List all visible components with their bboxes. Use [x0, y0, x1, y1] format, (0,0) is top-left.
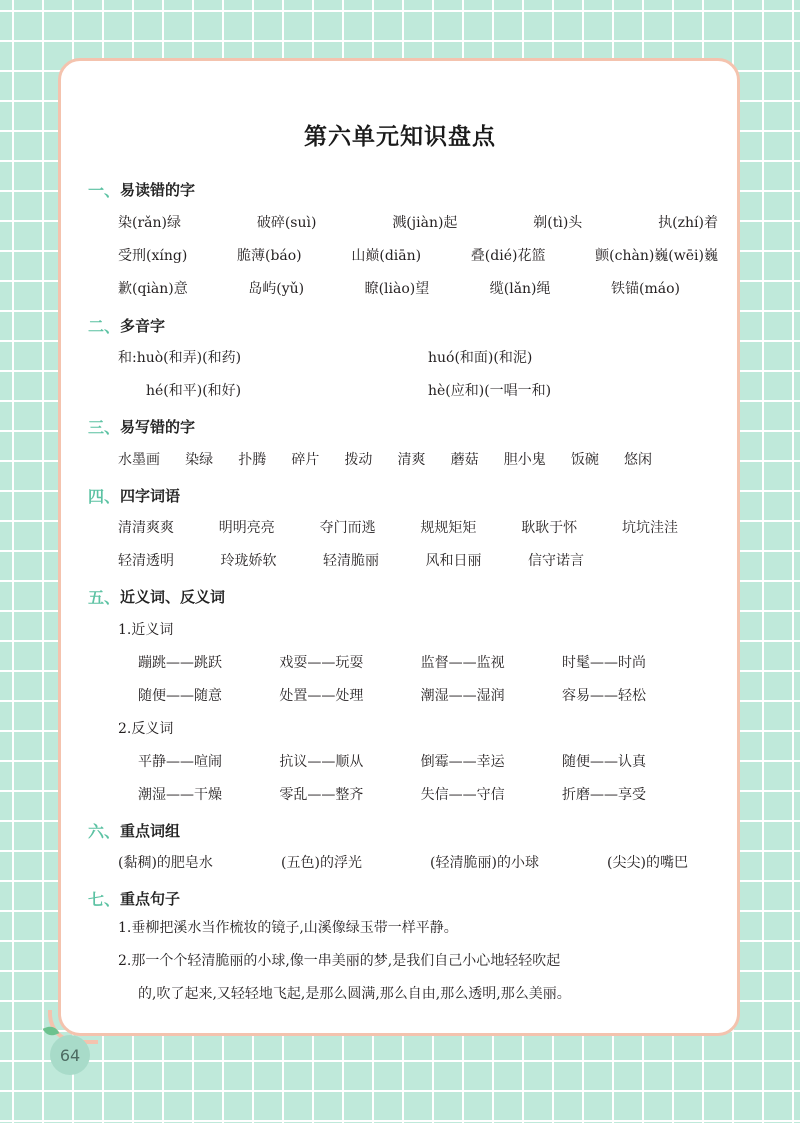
section-title: 重点词组 [120, 822, 181, 840]
word-item: 规规矩矩 [420, 520, 477, 536]
word-item: 缆(lǎn)绳 [489, 281, 551, 297]
antonym-label: 2.反义词 [118, 721, 174, 737]
word-pair: 处置——处理 [279, 688, 364, 704]
word-pair: 平静——喧闹 [138, 754, 222, 770]
section-title: 多音字 [120, 317, 166, 335]
synonym-row [138, 652, 646, 672]
word-item: 清爽 [397, 452, 426, 468]
word-item: 受刑(xíng) [118, 248, 188, 264]
word-item: 染绿 [185, 452, 214, 468]
word-item: 胆小鬼 [503, 452, 546, 468]
word-item: 水墨画 [118, 452, 160, 468]
section-heading-5 [88, 585, 225, 608]
section-heading-2 [88, 314, 165, 337]
word-item: 清清爽爽 [118, 520, 174, 536]
section-heading-1 [88, 178, 195, 201]
page-number: 64 [50, 1035, 90, 1075]
word-item: 染(rǎn)绿 [118, 215, 181, 231]
polyphone-row [146, 380, 718, 400]
word-item: 颤(chàn)巍(wēi)巍 [595, 248, 718, 264]
polyphone-reading: hè(应和)(一唱一和) [428, 383, 552, 399]
word-pair: 潮湿——干燥 [138, 787, 222, 803]
word-item: 坑坑洼洼 [621, 520, 678, 536]
word-item: 岛屿(yǔ) [248, 281, 305, 297]
word-item: 风和日丽 [425, 553, 482, 569]
word-item: 溅(jiàn)起 [392, 215, 458, 231]
word-pair: 潮湿——湿润 [420, 688, 505, 704]
word-item: 拨动 [344, 452, 373, 468]
word-row [118, 517, 678, 537]
word-pair: 抗议——顺从 [279, 754, 364, 770]
phrase-item: (黏稠)的肥皂水 [118, 855, 213, 871]
antonym-row [138, 751, 646, 771]
section-number: 五、 [88, 588, 121, 607]
word-pair: 随便——随意 [138, 688, 222, 704]
word-item: 叠(dié)花篮 [470, 248, 546, 264]
section-title: 重点句子 [120, 890, 181, 908]
polyphone-row [118, 347, 718, 367]
page-title: 第六单元知识盘点 [304, 124, 496, 150]
word-item: 信守诺言 [528, 553, 584, 569]
section-number: 七、 [88, 890, 121, 909]
synonym-label: 1.近义词 [118, 622, 174, 638]
word-pair: 监督——监视 [420, 655, 505, 671]
key-sentence-2: 2.那一个个轻清脆丽的小球,像一串美丽的梦,是我们自己小心地轻轻吹起 [118, 953, 561, 969]
word-item: 蘑菇 [450, 452, 479, 468]
section-heading-7 [88, 887, 180, 910]
polyphone-char: 和: [118, 350, 137, 366]
synonym-row [138, 685, 646, 705]
polyphone-reading: hé(和平)(和好) [146, 383, 242, 399]
section-number: 四、 [88, 487, 121, 506]
word-item: 执(zhí)着 [658, 215, 718, 231]
polyphone-reading: huó(和面)(和泥) [428, 350, 533, 366]
section-heading-3 [88, 415, 195, 438]
word-item: 饭碗 [570, 452, 599, 468]
word-item: 瞭(liào)望 [364, 281, 430, 297]
word-item: 明明亮亮 [218, 520, 275, 536]
section-title: 四字词语 [120, 487, 181, 505]
section-title: 易读错的字 [120, 181, 196, 199]
word-pair: 容易——轻松 [561, 688, 646, 704]
word-item: 轻清脆丽 [323, 553, 379, 569]
word-pair: 时髦——时尚 [561, 655, 646, 671]
word-item: 碎片 [291, 452, 320, 468]
section-title: 近义词、反义词 [120, 588, 226, 606]
section-heading-4 [88, 484, 180, 507]
word-item: 歉(qiàn)意 [118, 281, 188, 297]
word-pair: 零乱——整齐 [279, 787, 364, 803]
word-item: 夺门而逃 [319, 520, 376, 536]
section-number: 三、 [88, 418, 121, 437]
phrase-item: (尖尖)的嘴巴 [607, 855, 688, 871]
word-pair: 倒霉——幸运 [420, 754, 505, 770]
word-pair: 折磨——享受 [561, 787, 646, 803]
phrase-item: (轻清脆丽)的小球 [430, 855, 539, 871]
section-number: 六、 [88, 822, 121, 841]
section-number: 一、 [88, 181, 121, 200]
word-item: 悠闲 [623, 452, 652, 468]
word-item: 扑腾 [238, 452, 267, 468]
word-row [118, 212, 718, 232]
word-item: 脆薄(báo) [236, 248, 302, 264]
word-pair: 失信——守信 [420, 787, 505, 803]
word-row [118, 449, 652, 469]
word-item: 山巅(diān) [351, 248, 422, 264]
key-sentence-2-continued: 的,吹了起来,又轻轻地飞起,是那么圆满,那么自由,那么透明,那么美丽。 [138, 986, 571, 1002]
word-item: 破碎(suì) [256, 215, 317, 231]
word-item: 玲珑娇软 [220, 553, 277, 569]
section-number: 二、 [88, 317, 121, 336]
word-item: 耿耿于怀 [521, 520, 578, 536]
word-pair: 蹦跳——跳跃 [138, 655, 222, 671]
antonym-row [138, 784, 646, 804]
key-sentence-1: 1.垂柳把溪水当作梳妆的镜子,山溪像绿玉带一样平静。 [118, 920, 458, 936]
polyphone-reading: huò(和弄)(和药) [136, 350, 242, 366]
section-heading-6 [88, 819, 180, 842]
word-pair: 随便——认真 [561, 754, 646, 770]
word-row [118, 245, 718, 265]
word-item: 剃(tì)头 [533, 215, 583, 231]
word-item: 轻清透明 [118, 553, 174, 569]
phrase-item: (五色)的浮光 [281, 855, 362, 871]
word-pair: 戏耍——玩耍 [279, 655, 364, 671]
word-item: 铁锚(máo) [611, 281, 680, 297]
word-row [118, 278, 680, 298]
phrase-row [118, 852, 688, 872]
word-row [118, 550, 584, 570]
section-title: 易写错的字 [120, 418, 196, 436]
